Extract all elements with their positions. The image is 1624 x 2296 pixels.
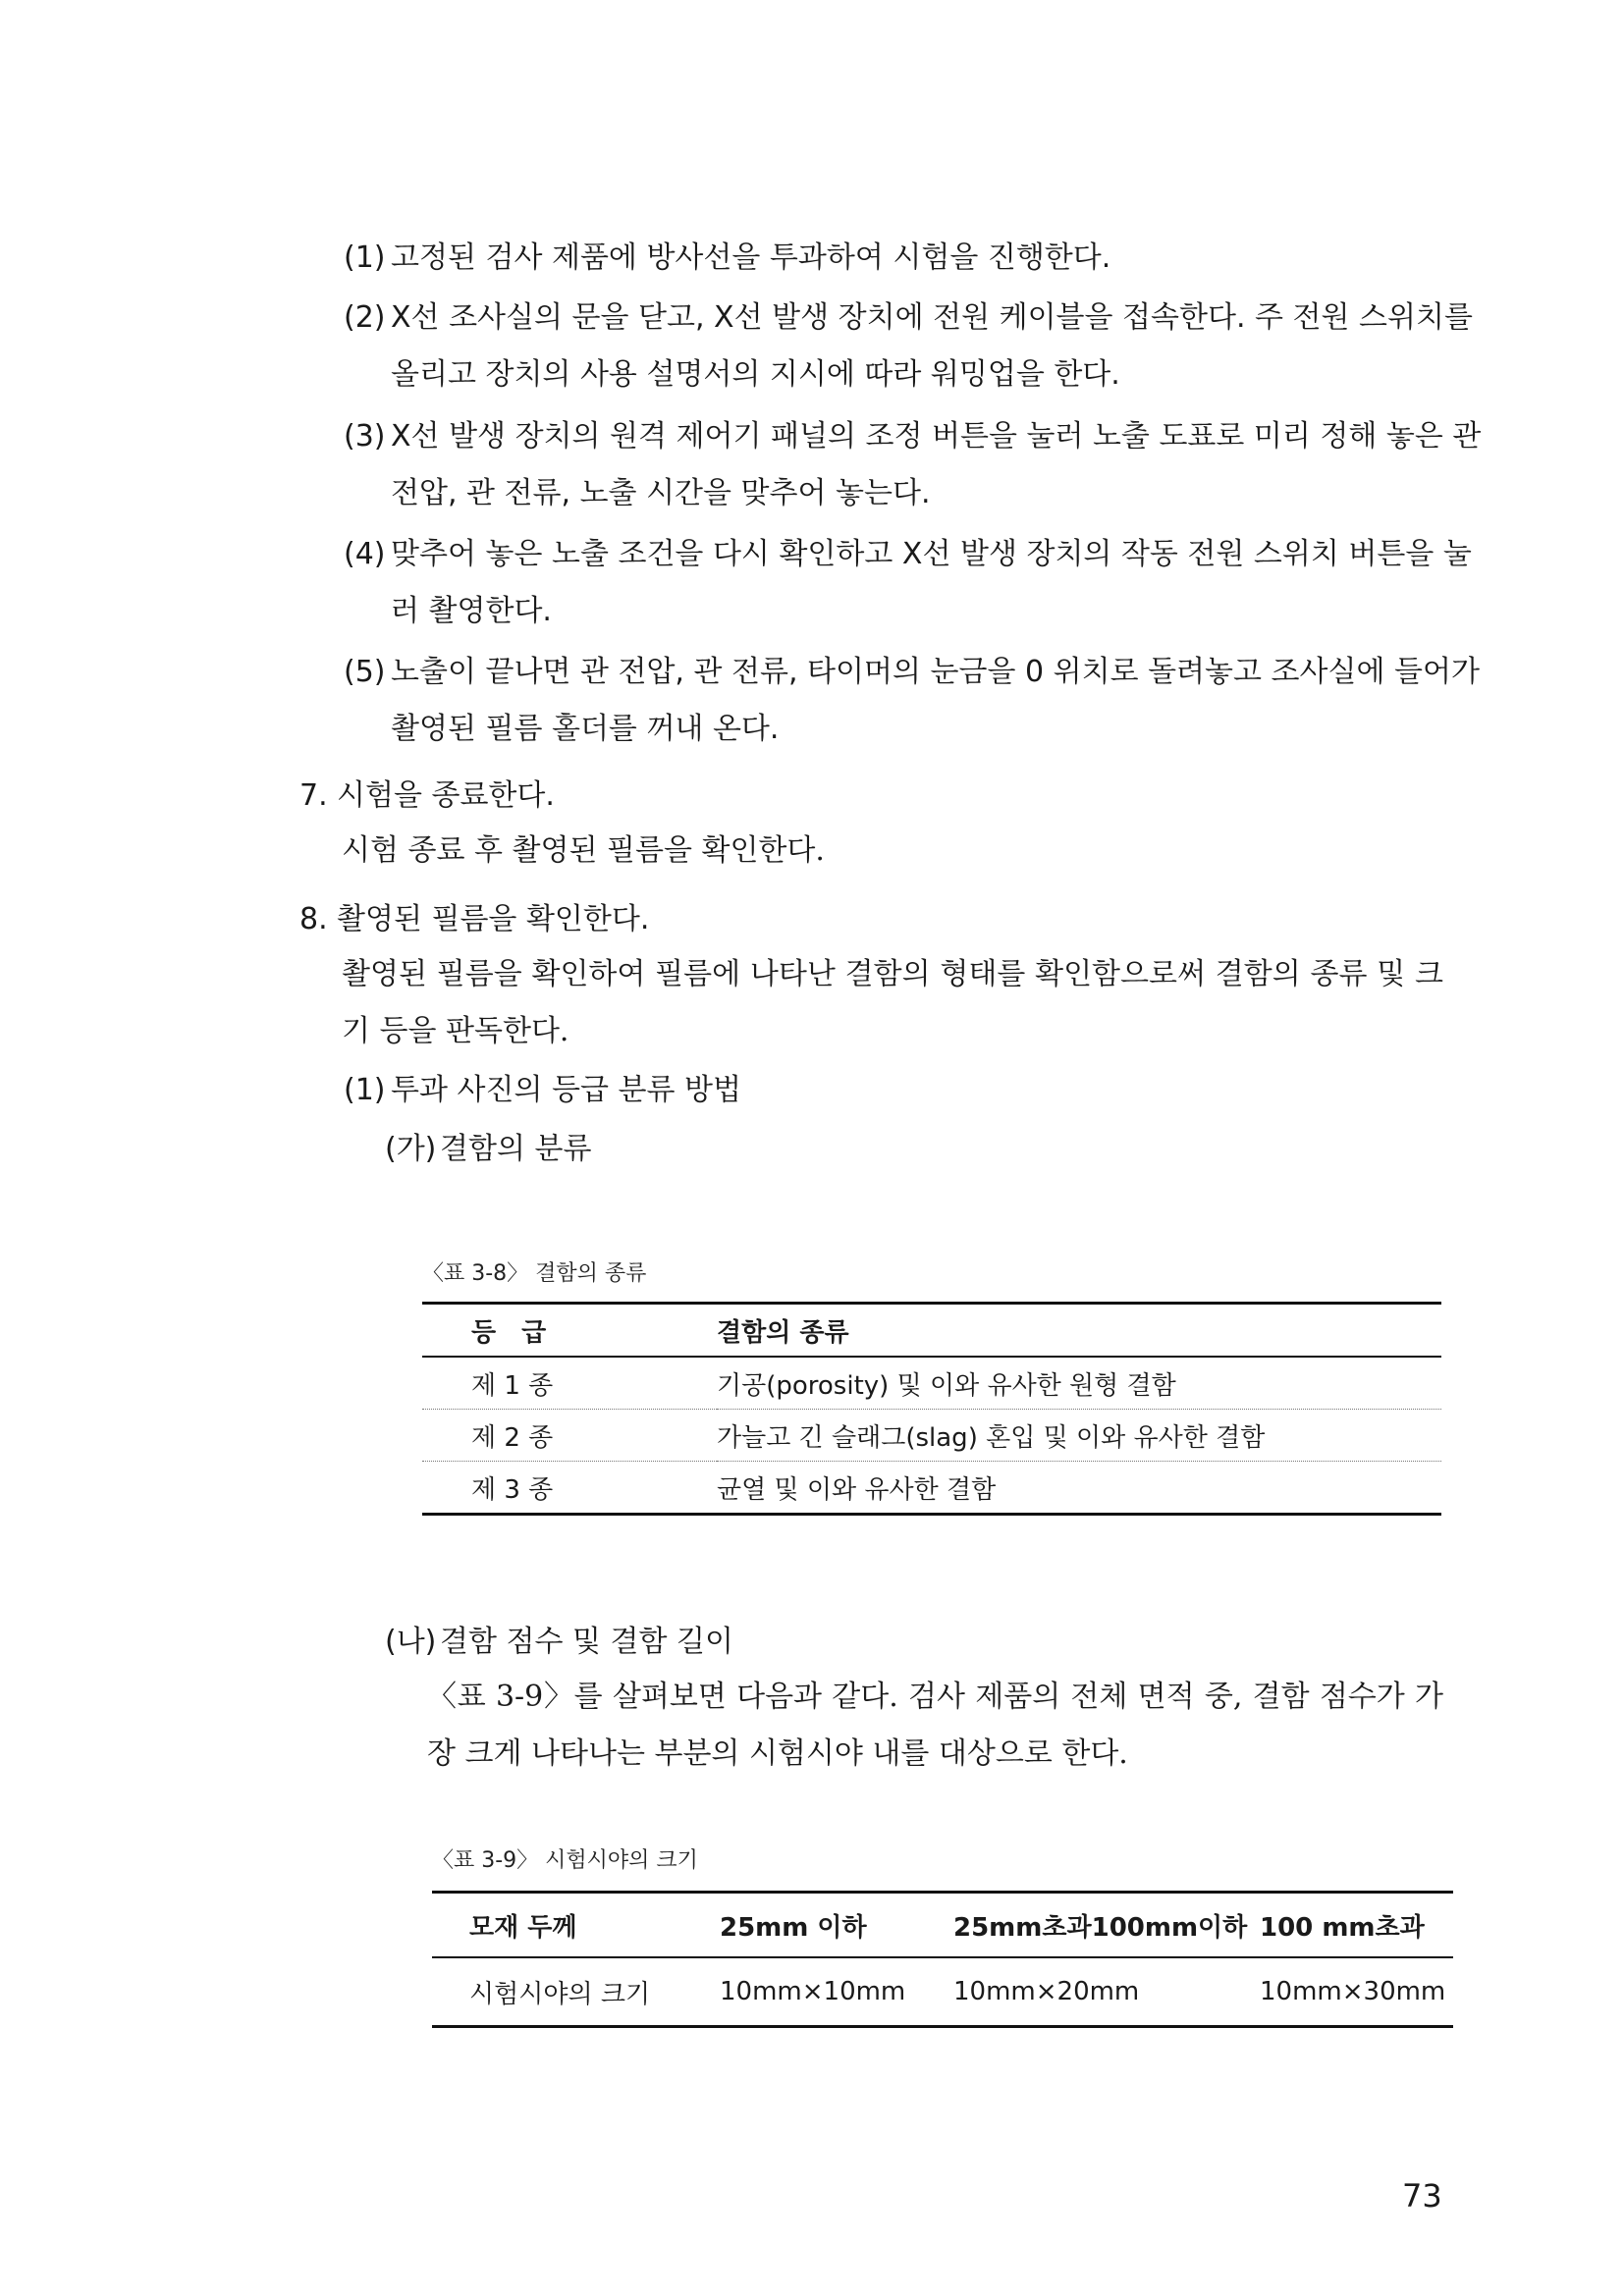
header-under-25mm: 25mm 이하 <box>720 1893 953 1958</box>
defect-type-cell: 기공(porosity) 및 이와 유사한 원형 결함 <box>717 1357 1441 1410</box>
header-25-100mm: 25mm초과100mm이하 <box>953 1893 1260 1958</box>
step-number: (5) <box>344 655 386 689</box>
section-title: 촬영된 필름을 확인한다. <box>337 902 650 936</box>
header-base-thickness: 모재 두께 <box>432 1893 720 1958</box>
header-grade: 등 급 <box>422 1304 717 1358</box>
page-number: 73 <box>1402 2177 1442 2215</box>
row-label-cell: 시험시야의 크기 <box>469 1979 651 2009</box>
step-5 <box>344 644 1490 758</box>
section-8-heading <box>299 891 1476 948</box>
subsection-number: (가) <box>385 1132 437 1166</box>
size-cell: 10mm×30mm <box>1260 1977 1446 2006</box>
table-row <box>422 1462 1441 1515</box>
subsection-number: (나) <box>385 1625 437 1659</box>
section-8-body: 촬영된 필름을 확인하여 필름에 나타난 결함의 형태를 확인함으로써 결함의 종류 및 크기 등을 판독한다. <box>342 957 1443 1048</box>
table-row <box>422 1357 1441 1410</box>
defect-type-cell: 가늘고 긴 슬래그(slag) 혼입 및 이와 유사한 결함 <box>717 1410 1441 1462</box>
subsection-na <box>385 1614 1500 1671</box>
table-3-9-caption: 〈표 3-9〉 시험시야의 크기 <box>432 1848 698 1873</box>
section-title: 시험을 종료한다. <box>337 778 555 813</box>
subsection-ga <box>385 1121 1500 1178</box>
section-7-heading <box>299 768 1476 825</box>
section-number: 8. <box>299 902 328 936</box>
subsection-number: (1) <box>344 1073 386 1107</box>
step-number: (3) <box>344 419 386 454</box>
grade-cell: 제 1 종 <box>422 1357 717 1410</box>
size-cell: 10mm×10mm <box>720 1977 906 2006</box>
subsection-title: 결함의 분류 <box>440 1132 592 1166</box>
subsection-1 <box>344 1062 1490 1119</box>
table-header-row <box>432 1893 1453 1958</box>
section-7-body: 시험 종료 후 촬영된 필름을 확인한다. <box>342 833 825 868</box>
step-text: 맞추어 놓은 노출 조건을 다시 확인하고 X선 발생 장치의 작동 전원 스위치 버튼을 눌러 촬영한다. <box>391 537 1472 628</box>
step-number: (2) <box>344 300 386 335</box>
step-2 <box>344 290 1490 403</box>
defect-type-cell: 균열 및 이와 유사한 결함 <box>717 1474 997 1505</box>
step-text: X선 발생 장치의 원격 제어기 패널의 조정 버튼을 눌러 노출 도표로 미리 정해 놓은 관 전압, 관 전류, 노출 시간을 맞추어 놓는다. <box>391 419 1482 510</box>
step-number: (4) <box>344 537 386 571</box>
step-4 <box>344 526 1490 640</box>
header-over-100mm: 100 mm초과 <box>1260 1893 1453 1958</box>
defect-type-table <box>422 1302 1441 1516</box>
subsection-title: 투과 사진의 등급 분류 방법 <box>391 1073 741 1107</box>
grade-cell: 제 3 종 <box>471 1474 554 1505</box>
field-size-table <box>432 1891 1453 2028</box>
step-text: X선 조사실의 문을 닫고, X선 발생 장치에 전원 케이블을 접속한다. 주 전원 스위치를 올리고 장치의 사용 설명서의 지시에 따라 워밍업을 한다. <box>391 300 1473 392</box>
table-3-8-caption: 〈표 3-8〉 결함의 종류 <box>422 1261 647 1286</box>
header-defect-type: 결함의 종류 <box>717 1304 1441 1358</box>
step-1 <box>344 230 1490 287</box>
subsection-na-body: 〈표 3-9〉를 살펴보면 다음과 같다. 검사 제품의 전체 면적 중, 결함 점수가 가장 크게 나타나는 부분의 시험시야 내를 대상으로 한다. <box>427 1680 1443 1771</box>
grade-cell: 제 2 종 <box>422 1410 717 1462</box>
step-number: (1) <box>344 240 386 275</box>
size-cell: 10mm×20mm <box>953 1977 1140 2006</box>
table-row <box>432 1957 1453 2027</box>
step-3 <box>344 408 1490 522</box>
step-text: 노출이 끝나면 관 전압, 관 전류, 타이머의 눈금을 0 위치로 돌려놓고 조사실에 들어가 촬영된 필름 홀더를 꺼내 온다. <box>391 655 1480 746</box>
table-header-row <box>422 1304 1441 1358</box>
section-number: 7. <box>299 778 328 813</box>
step-text: 고정된 검사 제품에 방사선을 투과하여 시험을 진행한다. <box>391 240 1111 275</box>
table-row <box>422 1410 1441 1462</box>
subsection-title: 결함 점수 및 결함 길이 <box>440 1625 733 1659</box>
